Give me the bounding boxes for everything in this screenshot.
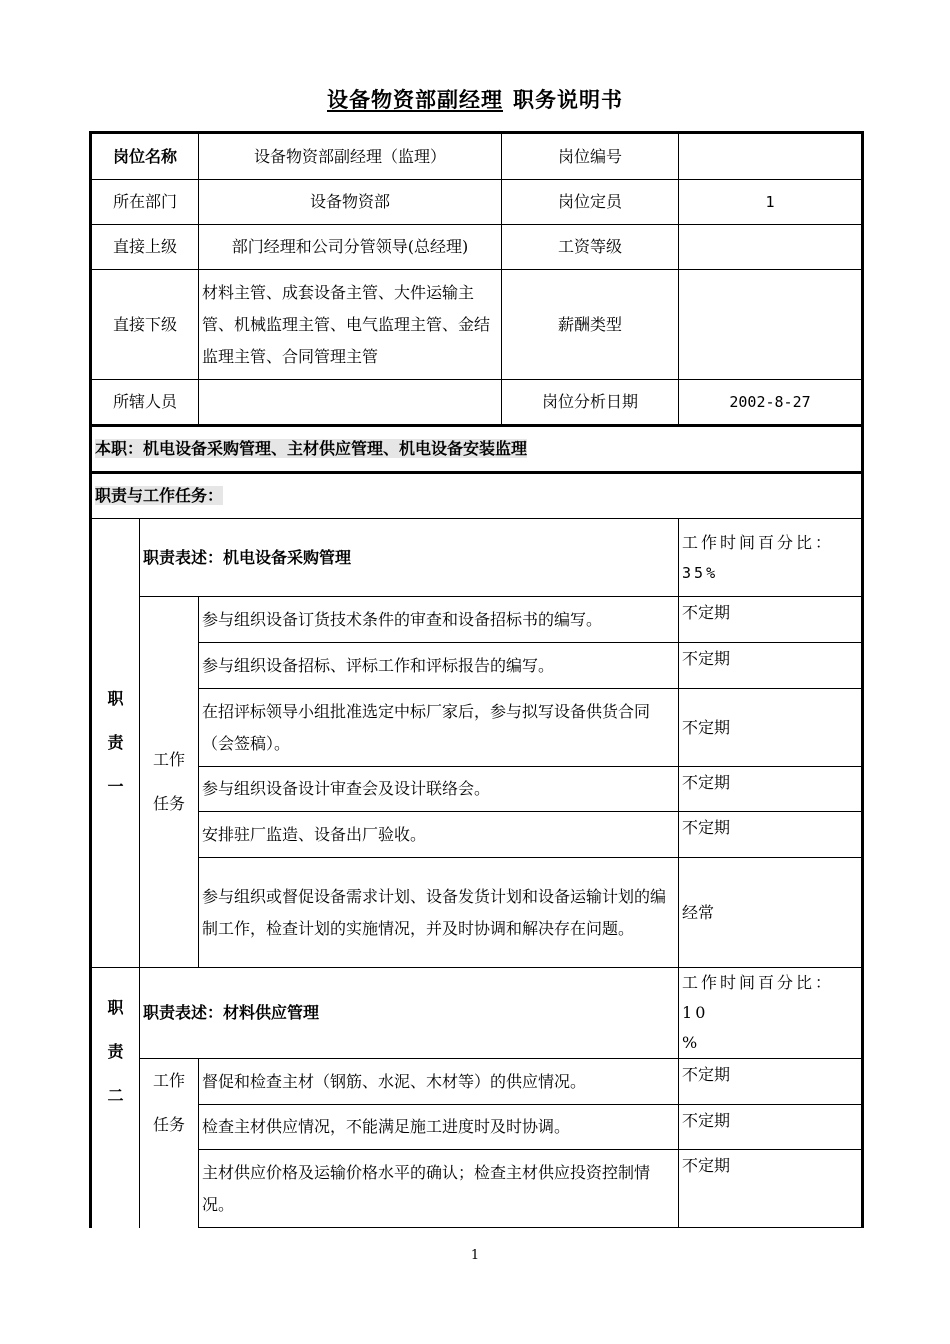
- duty1-percent-label: 工作时间百分比：: [682, 532, 835, 552]
- duty1-task-freq: 不定期: [679, 643, 863, 689]
- duty2-task-freq: 不定期: [679, 1150, 863, 1228]
- headcount-value: 1: [679, 180, 863, 225]
- dept-value: 设备物资部: [199, 180, 502, 225]
- duty1-task-freq: 不定期: [679, 767, 863, 812]
- analysis-date-value: 2002-8-27: [679, 380, 863, 426]
- pay-type-label: 薪酬类型: [502, 270, 679, 380]
- task-label-line: 工作: [153, 750, 186, 769]
- title-doc-type: 职务说明书: [513, 87, 623, 112]
- duty2-percent-label: 工作时间百分比：10: [682, 973, 835, 1022]
- duty2-statement: 职责表述：材料供应管理: [140, 968, 679, 1059]
- subordinate-value: 材料主管、成套设备主管、大件运输主管、机械监理主管、电气监理主管、金结监理主管、合同管理主管: [199, 270, 502, 380]
- duty1-task: 参与组织设备招标、评标工作和评标报告的编写。: [199, 643, 679, 689]
- post-name-label: 岗位名称: [91, 133, 199, 180]
- wage-value: [679, 225, 863, 270]
- duty1-label-char: 职: [107, 689, 124, 708]
- duty1-task-freq: 经常: [679, 858, 863, 968]
- duty2-percent: [679, 968, 863, 1059]
- title-position: 设备物资部副经理: [327, 87, 503, 112]
- task-label-line: 任务: [153, 794, 186, 813]
- duty1-task-freq: 不定期: [679, 812, 863, 858]
- superior-value: 部门经理和公司分管领导(总经理): [199, 225, 502, 270]
- duties-heading-text: 职责与工作任务：: [95, 486, 224, 505]
- post-no-label: 岗位编号: [502, 133, 679, 180]
- task-label-line: 任务: [153, 1115, 186, 1134]
- duty1-task: 参与组织设备订货技术条件的审查和设备招标书的编写。: [199, 597, 679, 643]
- duty1-label-char: 责: [107, 733, 124, 752]
- superior-label: 直接上级: [91, 225, 199, 270]
- post-name-value: 设备物资部副经理（监理）: [199, 133, 502, 180]
- duty1-statement: 职责表述：机电设备采购管理: [140, 519, 679, 597]
- dept-label: 所在部门: [91, 180, 199, 225]
- staff-value: [199, 380, 502, 426]
- staff-label: 所辖人员: [91, 380, 199, 426]
- duty1-task-label: [140, 597, 199, 968]
- duty2-label: [91, 968, 140, 1228]
- duty1-task-freq: 不定期: [679, 689, 863, 767]
- duty1-percent-value: 35%: [682, 563, 719, 582]
- duty1-task-freq: 不定期: [679, 597, 863, 643]
- wage-label: 工资等级: [502, 225, 679, 270]
- duty2-label-char: 二: [107, 1086, 124, 1105]
- duty-summary-text: 本职：机电设备采购管理、主材供应管理、机电设备安装监理: [95, 439, 528, 458]
- duty1-percent: [679, 519, 863, 597]
- document-title: [0, 84, 950, 114]
- duty2-label-char: 职: [107, 998, 124, 1017]
- duty2-task: 督促和检查主材（钢筋、水泥、木材等）的供应情况。: [199, 1059, 679, 1105]
- analysis-date-label: 岗位分析日期: [502, 380, 679, 426]
- duties-heading: [91, 473, 863, 519]
- duty2-percent-value: %: [682, 1033, 701, 1052]
- duty1-task: 在招评标领导小组批准选定中标厂家后，参与拟写设备供货合同（会签稿）。: [199, 689, 679, 767]
- job-description-table: [89, 131, 864, 1228]
- duty2-task-freq: 不定期: [679, 1105, 863, 1150]
- duty1-label: [91, 519, 140, 968]
- duty2-task: 检查主材供应情况，不能满足施工进度时及时协调。: [199, 1105, 679, 1150]
- pay-type-value: [679, 270, 863, 380]
- headcount-label: 岗位定员: [502, 180, 679, 225]
- duty1-task: 安排驻厂监造、设备出厂验收。: [199, 812, 679, 858]
- duty2-task-label: [140, 1059, 199, 1228]
- duty2-label-char: 责: [107, 1042, 124, 1061]
- duty1-task: 参与组织或督促设备需求计划、设备发货计划和设备运输计划的编制工作，检查计划的实施情况，并及时协调和解决存在问题。: [199, 858, 679, 968]
- duty1-task: 参与组织设备设计审查会及设计联络会。: [199, 767, 679, 812]
- page-number: 1: [470, 1248, 480, 1263]
- task-label-line: 工作: [153, 1071, 186, 1090]
- duty-summary: [91, 426, 863, 473]
- duty1-label-char: 一: [107, 777, 124, 796]
- subordinate-label: 直接下级: [91, 270, 199, 380]
- duty2-task: 主材供应价格及运输价格水平的确认；检查主材供应投资控制情况。: [199, 1150, 679, 1228]
- duty2-task-freq: 不定期: [679, 1059, 863, 1105]
- post-no-value: [679, 133, 863, 180]
